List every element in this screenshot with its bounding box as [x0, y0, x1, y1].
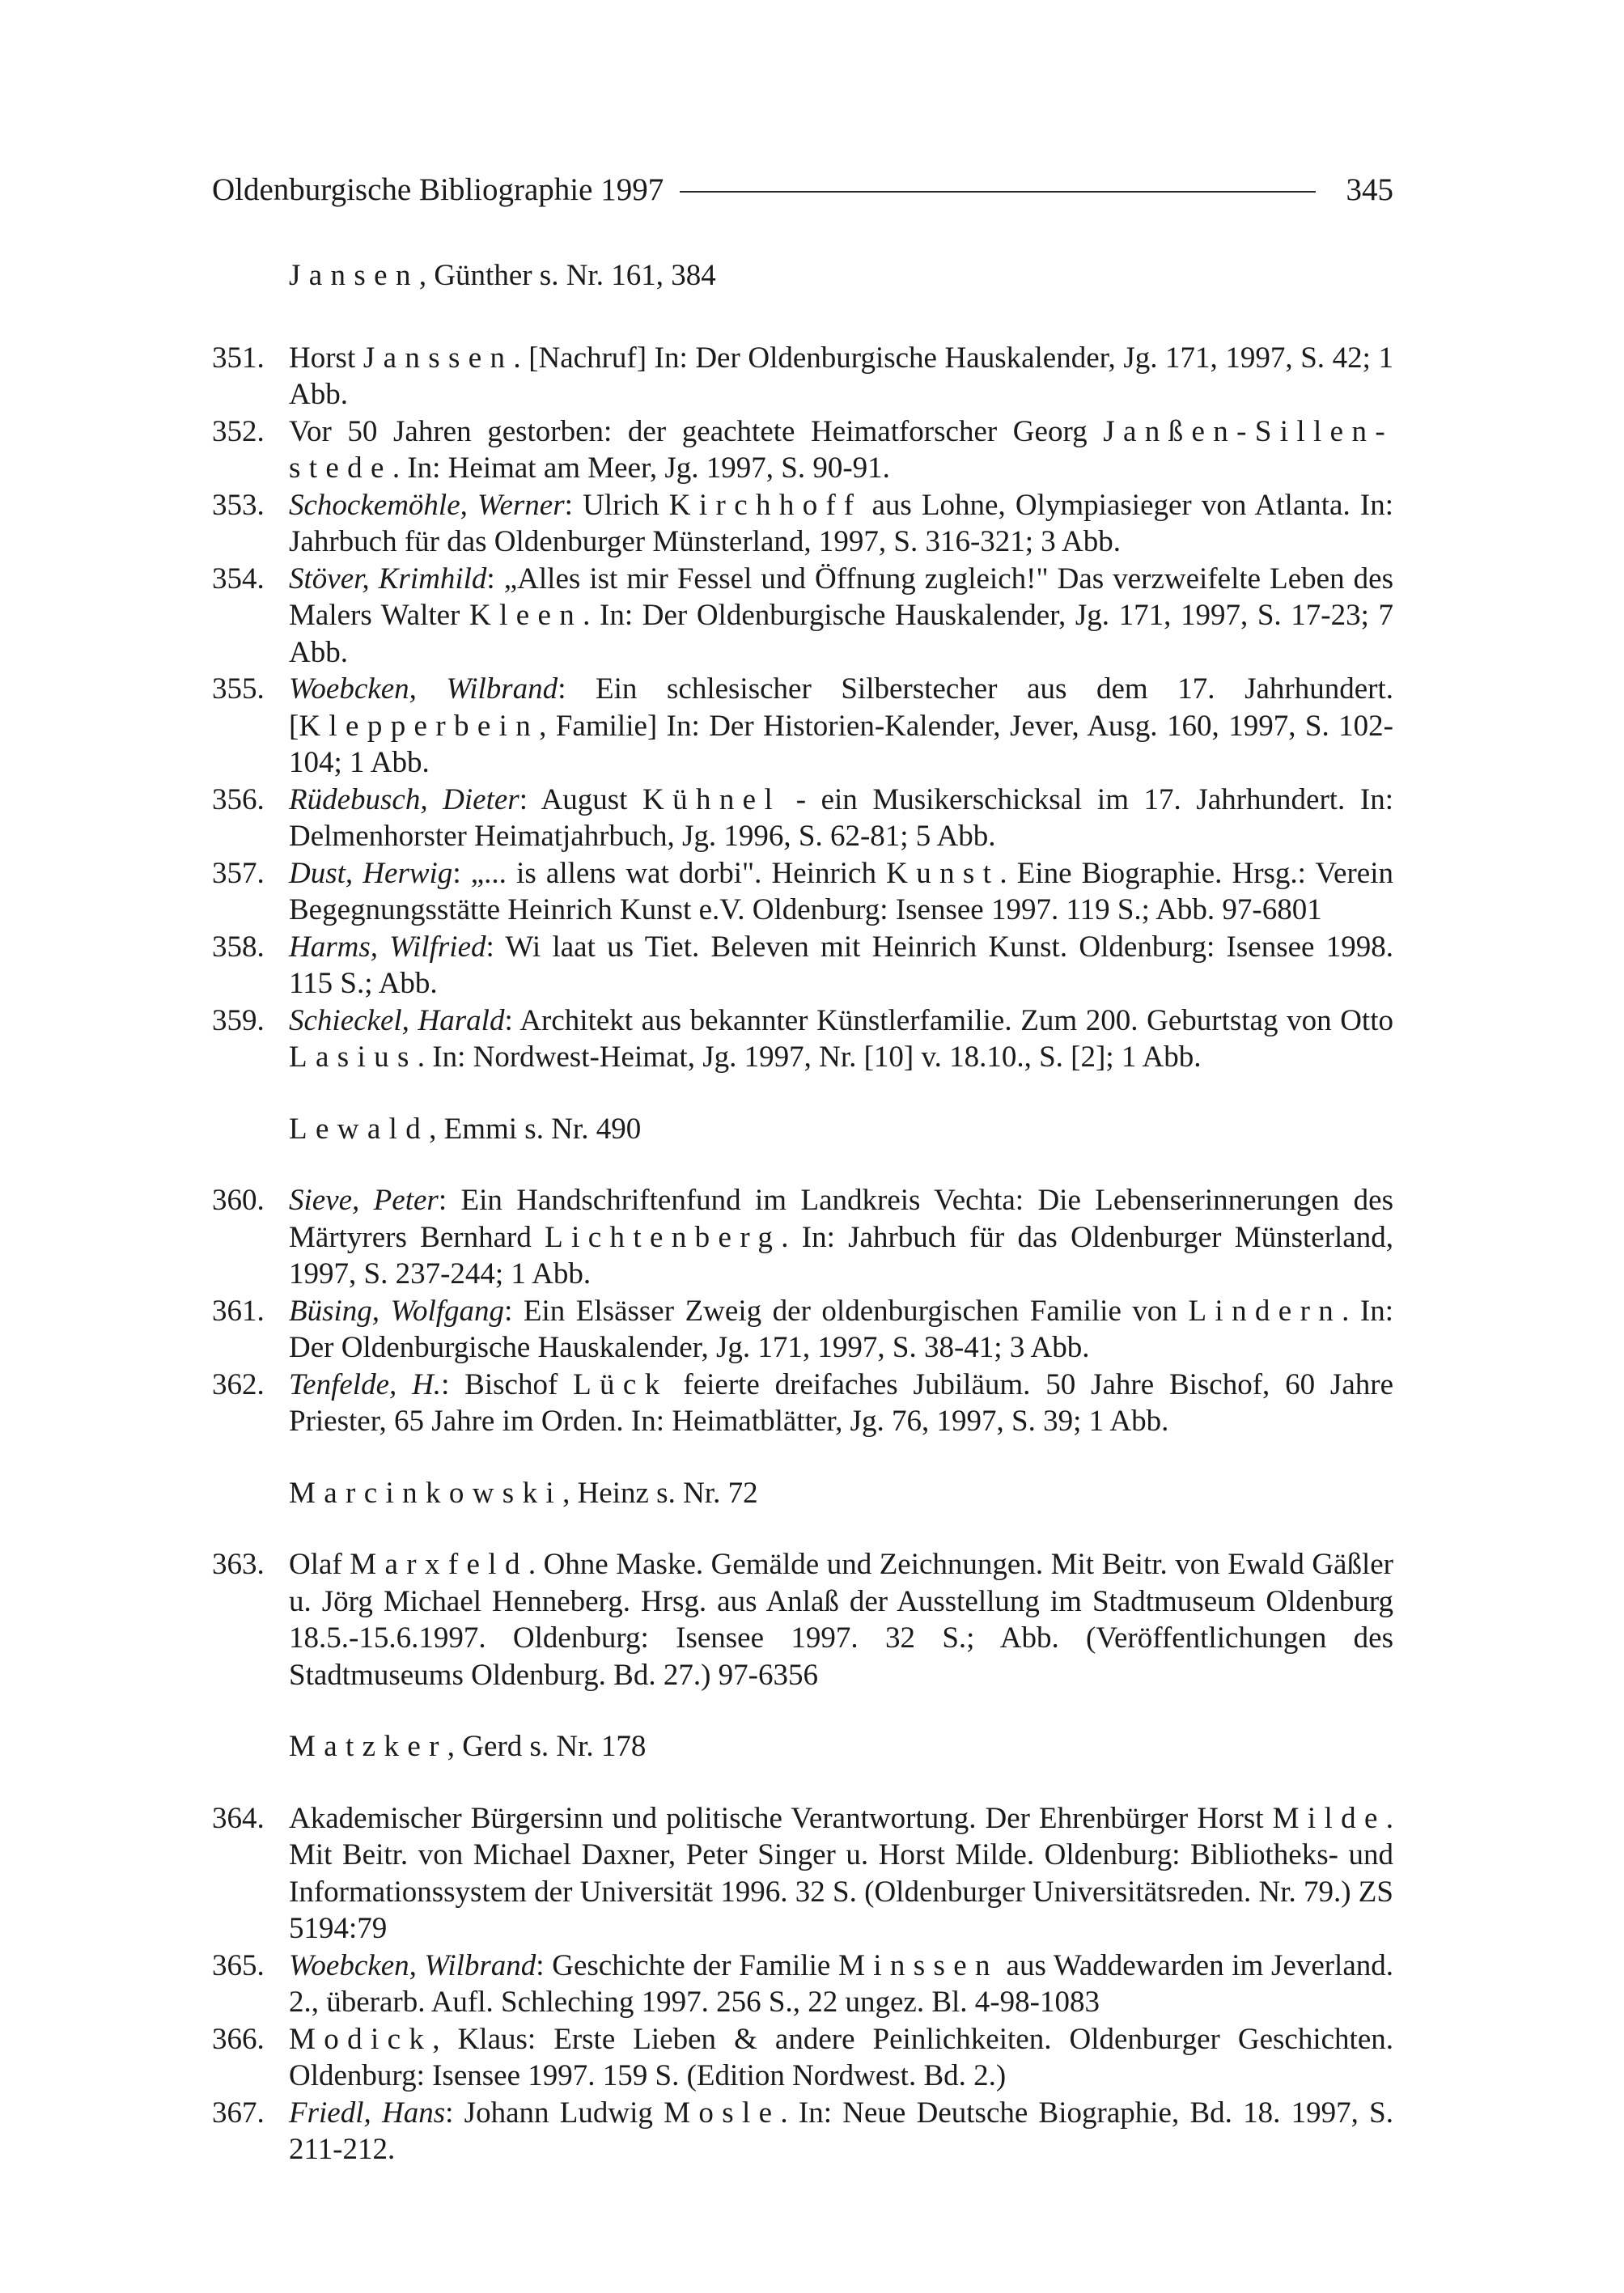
bibliography-entry	[212, 929, 1393, 1002]
entry-text: , Günther s. Nr. 161, 384	[418, 259, 716, 292]
spacer	[212, 1511, 1393, 1546]
entry-text: : „... is allens wat dorbi". Heinrich	[452, 856, 887, 890]
bibliography-entry	[212, 413, 1393, 487]
bibliography-entry	[212, 1367, 1393, 1440]
cross-reference	[212, 1728, 1393, 1765]
bibliography-entry	[212, 782, 1393, 855]
running-header	[212, 167, 1393, 212]
author-name: Rüdebusch, Dieter	[289, 782, 519, 816]
bibliography-entry	[212, 2095, 1393, 2168]
spacer	[212, 1440, 1393, 1475]
spaced-name: Lindern	[1188, 1294, 1342, 1328]
entry-number: 358.	[212, 930, 265, 964]
entry-text: : Ein Handschriftenfund im Landkreis Vechta: Die Lebenserinnerungen des Märtyrers Bernhard	[289, 1184, 1393, 1254]
author-name: Friedl, Hans	[289, 2096, 446, 2130]
entry-text: : Ein schlesischer Silberstecher aus dem 17. Jahrhundert. [	[289, 672, 1393, 743]
spaced-name: Janßen-Sillen-stede	[289, 414, 1393, 485]
spaced-name: Klepperbein	[299, 709, 540, 743]
entry-text: : Wi laat us Tiet. Beleven mit Heinrich Kunst. Oldenburg: Isensee 1998. 115 S.; Abb.	[289, 930, 1393, 1000]
spaced-name: Milde	[1272, 1801, 1386, 1835]
entry-text: : Ein Elsässer Zweig der oldenburgischen Familie von	[504, 1294, 1189, 1328]
entry-text: . In: Jahrbuch für das Oldenburger Münsterland, 1997, S. 237-244; 1 Abb.	[289, 1220, 1393, 1291]
author-name: Stöver, Krimhild	[289, 562, 487, 596]
spaced-name: Marcinkowski	[289, 1476, 563, 1510]
page-number: 345	[1346, 172, 1393, 207]
entry-text: . In: Nordwest-Heimat, Jg. 1997, Nr. [10] v. 18.10., S. [2]; 1 Abb.	[417, 1041, 1202, 1074]
spaced-name: Matzker	[289, 1730, 447, 1763]
bibliography-body	[212, 257, 1393, 2168]
entry-text: aus Lohne, Olympiasieger von Atlanta. In: Jahrbuch für das Oldenburger Münsterland, 1997, S. 316-321; 3 Abb.	[289, 488, 1393, 558]
entry-number: 359.	[212, 1003, 265, 1037]
author-name: Dust, Herwig	[289, 856, 453, 890]
entry-text: , Heinz s. Nr. 72	[562, 1476, 758, 1510]
bibliography-entry	[212, 1002, 1393, 1076]
spaced-name: Mosle	[664, 2096, 781, 2130]
entry-number: 365.	[212, 1948, 265, 1982]
bibliography-entry	[212, 1546, 1393, 1693]
entry-text: - ein Musikerschicksal im 17. Jahrhundert. In: Delmenhorster Heimatjahrbuch, Jg. 1996, S. 62-81; 5 Abb.	[289, 782, 1393, 853]
author-name: Harms, Wilfried	[289, 930, 486, 964]
bibliography-entry	[212, 2021, 1393, 2095]
entry-text: , Gerd s. Nr. 178	[447, 1730, 647, 1763]
entry-number: 366.	[212, 2022, 265, 2056]
author-name: Woebcken, Wilbrand	[289, 672, 558, 706]
entry-text: : Ulrich	[564, 488, 669, 522]
entry-text: . Eine Biographie. Hrsg.: Verein Begegnungsstätte Heinrich Kunst e.V. Oldenburg: Isensee 1997. 119 S.; Abb. 97-6801	[289, 856, 1394, 926]
entry-text: . In: Neue Deutsche Biographie, Bd. 18. 1997, S. 211-212.	[289, 2096, 1393, 2166]
entry-text: feierte dreifaches Jubiläum. 50 Jahre Bischof, 60 Jahre Priester, 65 Jahre im Orden. In: Heimatblätter, Jg. 76, 1997, S. 39; 1 Abb.	[289, 1367, 1394, 1438]
spacer	[212, 1693, 1393, 1728]
spaced-name: Lichtenberg	[545, 1220, 782, 1254]
entry-text: , Klaus: Erste Lieben & andere Peinlichkeiten. Oldenburger Geschichten. Oldenburg: Isensee 1997. 159 S. (Edition Nordwest. Bd. 2.)	[289, 2022, 1393, 2092]
entry-number: 354.	[212, 562, 265, 596]
entry-text: : Bischof	[441, 1367, 574, 1401]
entry-text: . Mit Beitr. von Michael Daxner, Peter Singer u. Horst Milde. Oldenburg: Bibliotheks- und Informationssystem der Universität 1996. 32 S. (Oldenburger Universitätsreden. Nr. 79.) ZS 5194:79	[289, 1801, 1393, 1945]
spaced-name: Lewald	[289, 1112, 430, 1146]
header-rule	[680, 191, 1315, 193]
entry-text: : Johann Ludwig	[445, 2096, 664, 2130]
entry-text: : Geschichte der Familie	[536, 1948, 838, 1982]
spaced-name: Kunst	[886, 856, 1000, 890]
bibliography-entry	[212, 1182, 1393, 1293]
entry-text: . Ohne Maske. Gemälde und Zeichnungen. Mit Beitr. von Ewald Gäßler u. Jörg Michael Henneberg. Hrsg. aus Anlaß der Ausstellung im Stadtmuseum Oldenburg 18.5.-15.6.1997. Oldenburg: Isensee 1997. 32 S.; Abb. (Veröffentlichungen des Stadtmuseums Oldenburg. Bd. 27.) 97-6356	[289, 1548, 1393, 1692]
bibliography-entry	[212, 855, 1393, 929]
bibliography-entry	[212, 1293, 1393, 1367]
spacer	[212, 1147, 1393, 1182]
entry-number: 357.	[212, 856, 265, 890]
author-name: Schockemöhle, Werner	[289, 488, 565, 522]
entry-text: Olaf	[289, 1548, 350, 1581]
author-name: Tenfelde, H.	[289, 1367, 442, 1401]
entry-number: 352.	[212, 414, 265, 448]
entry-text: , Emmi s. Nr. 490	[429, 1112, 642, 1146]
entry-text: : Architekt aus bekannter Künstlerfamilie. Zum 200. Geburtstag von Otto	[504, 1003, 1393, 1037]
entry-text: , Familie] In: Der Historien-Kalender, Jever, Ausg. 160, 1997, S. 102-104; 1 Abb.	[289, 709, 1393, 779]
entry-number: 355.	[212, 672, 265, 706]
author-name: Woebcken, Wilbrand	[289, 1948, 536, 1982]
spaced-name: Lück	[573, 1367, 668, 1401]
spaced-name: Jansen	[289, 259, 419, 292]
cross-reference	[212, 1111, 1393, 1148]
entry-number: 364.	[212, 1801, 265, 1835]
entry-text: . In: Der Oldenburgische Hauskalender, Jg. 171, 1997, S. 17-23; 7 Abb.	[289, 599, 1393, 669]
cross-reference	[212, 257, 1393, 295]
author-name: Schieckel, Harald	[289, 1003, 505, 1037]
spaced-name: Lasius	[289, 1041, 418, 1074]
bibliography-entry	[212, 561, 1393, 672]
entry-text: . In: Der Oldenburgische Hauskalender, Jg. 171, 1997, S. 38-41; 3 Abb.	[289, 1294, 1394, 1364]
spaced-name: Marxfeld	[350, 1548, 528, 1581]
entry-text: : August	[519, 782, 643, 816]
spaced-name: Kühnel	[642, 782, 782, 816]
spaced-name: Modick	[289, 2022, 433, 2056]
bibliography-entry	[212, 1800, 1393, 1948]
running-title: Oldenburgische Bibliographie 1997	[212, 172, 664, 207]
entry-text: . In: Heimat am Meer, Jg. 1997, S. 90-91.	[392, 451, 890, 485]
entry-text: Vor 50 Jahren gestorben: der geachtete Heimatforscher Georg	[289, 414, 1104, 448]
cross-reference	[212, 1475, 1393, 1512]
author-name: Sieve, Peter	[289, 1184, 439, 1217]
spaced-name: Kirchhoff	[668, 488, 863, 522]
entry-number: 361.	[212, 1294, 265, 1328]
bibliography-entry	[212, 340, 1393, 413]
bibliography-entry	[212, 487, 1393, 561]
spaced-name: Minssen	[837, 1948, 999, 1982]
spaced-name: Kleen	[469, 599, 583, 632]
entry-number: 360.	[212, 1184, 265, 1217]
spaced-name: Janssen	[363, 341, 514, 375]
entry-text: Horst	[289, 341, 363, 375]
entry-number: 356.	[212, 782, 265, 816]
entry-number: 351.	[212, 341, 265, 375]
entry-number: 362.	[212, 1367, 265, 1401]
entry-text: aus Waddewarden im Jeverland. 2., überarb. Aufl. Schleching 1997. 256 S., 22 ungez. Bl. 4-98-1083	[289, 1948, 1394, 2019]
spacer	[212, 295, 1393, 340]
spacer	[212, 1765, 1393, 1800]
bibliography-entry	[212, 671, 1393, 782]
author-name: Büsing, Wolfgang	[289, 1294, 505, 1328]
entry-text: Akademischer Bürgersinn und politische Verantwortung. Der Ehrenbürger Horst	[289, 1801, 1273, 1835]
entry-number: 353.	[212, 488, 265, 522]
entry-text: : „Alles ist mir Fessel und Öffnung zugleich!" Das verzweifelte Leben des Malers Walter	[289, 562, 1393, 632]
entry-number: 367.	[212, 2096, 265, 2130]
bibliography-entry	[212, 1948, 1393, 2021]
entry-number: 363.	[212, 1548, 265, 1581]
entry-text: . [Nachruf] In: Der Oldenburgische Hauskalender, Jg. 171, 1997, S. 42; 1 Abb.	[289, 341, 1393, 411]
spacer	[212, 1076, 1393, 1111]
